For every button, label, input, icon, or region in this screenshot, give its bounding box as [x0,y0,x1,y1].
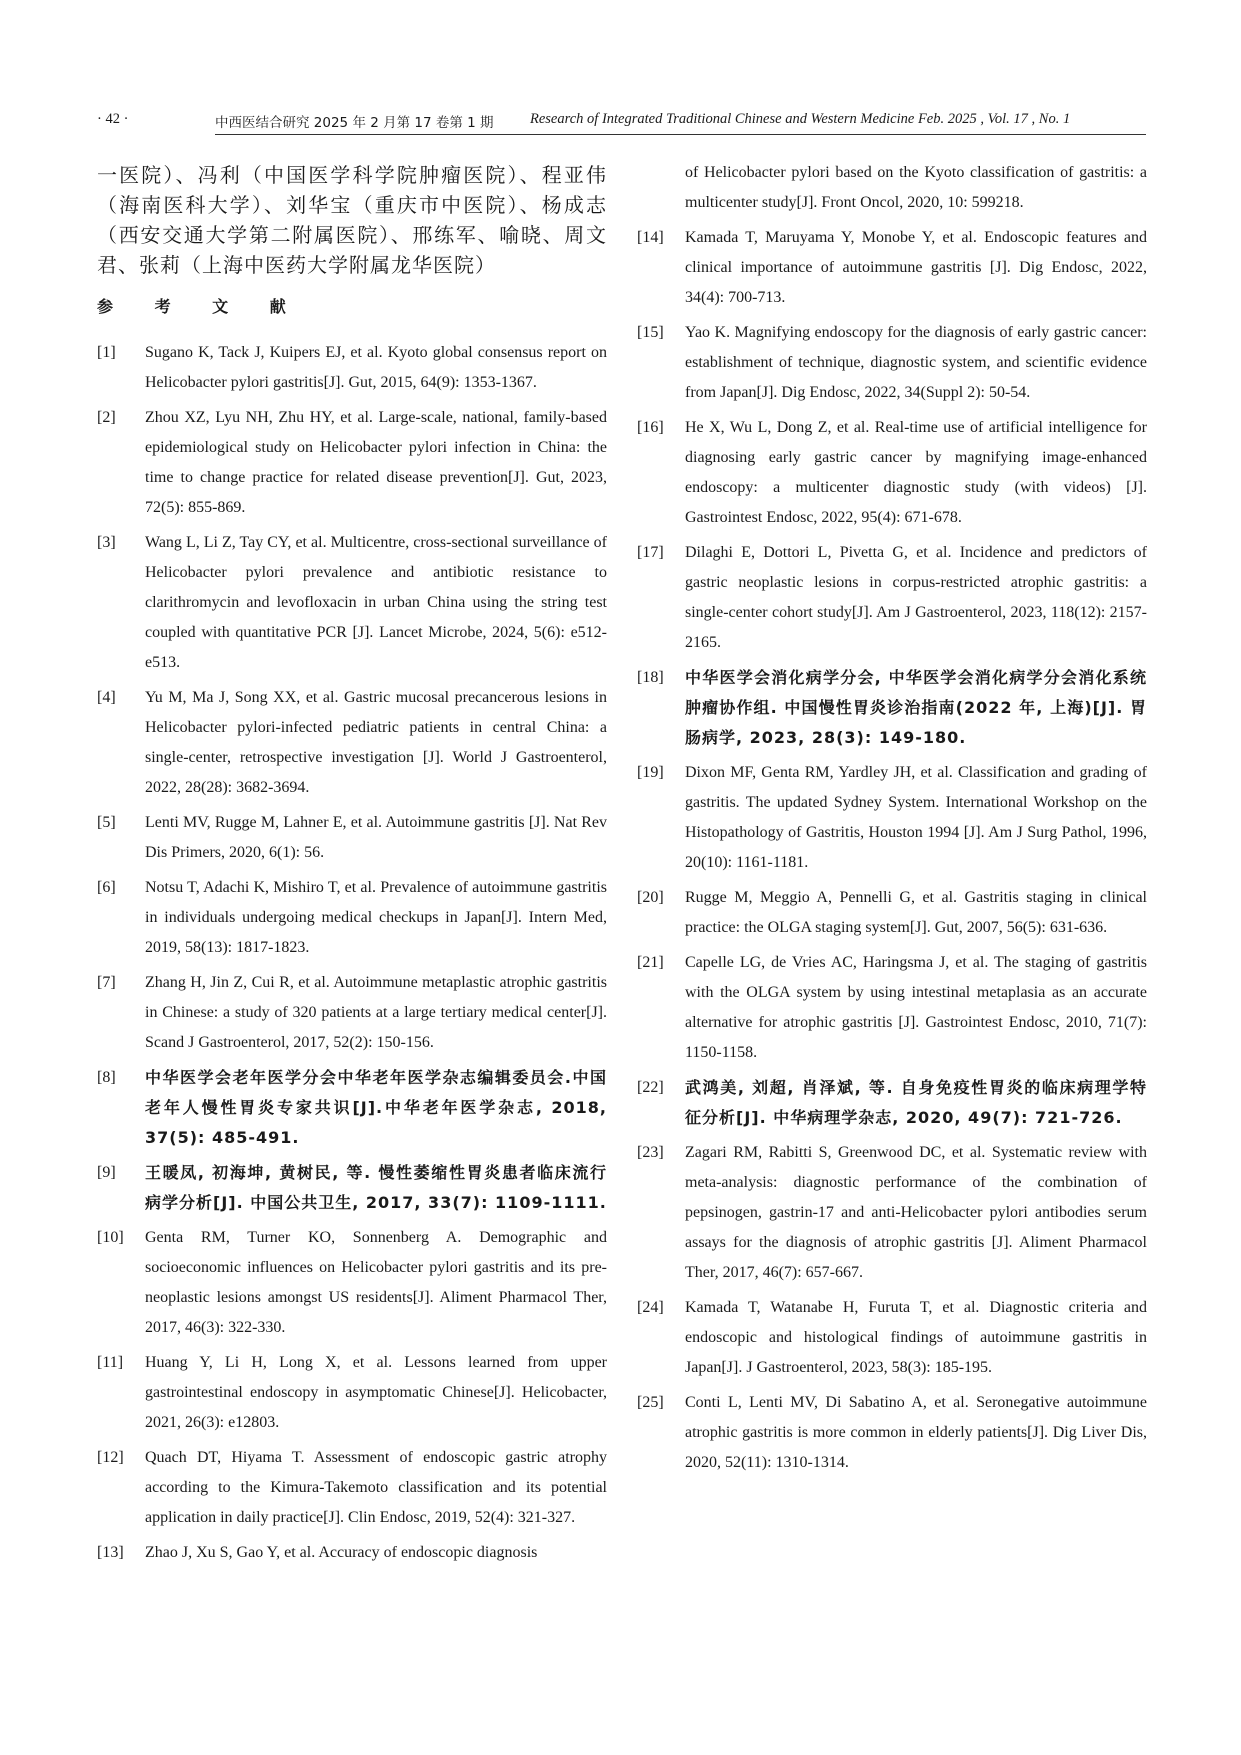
reference-list-left [97,338,607,1568]
reference-number: [11] [97,1354,124,1371]
reference-text: Zagari RM, Rabitti S, Greenwood DC, et al. Systematic review with meta-analysis: diagnostic performance of the combination of pepsinogen, gastrin-17 and anti-Helicobacter pylori antibodies serum assays for the diagnosis of atrophic gastritis [J]. Aliment Pharmacol Ther, 2017, 46(7): 657-667. [685,1144,1147,1281]
reference-entry [97,683,607,803]
reference-entry [637,663,1147,753]
reference-number: [24] [637,1299,664,1316]
reference-entry [637,948,1147,1068]
reference-text: Kamada T, Watanabe H, Furuta T, et al. Diagnostic criteria and endoscopic and histological findings of autoimmune gastritis in Japan[J]. J Gastroenterol, 2023, 58(3): 185-195. [685,1299,1147,1376]
reference-text: Zhao J, Xu S, Gao Y, et al. Accuracy of endoscopic diagnosis [145,1544,538,1561]
reference-number: [10] [97,1229,124,1246]
right-column [637,158,1147,1483]
reference-entry [637,1073,1147,1133]
reference-text: Lenti MV, Rugge M, Lahner E, et al. Autoimmune gastritis [J]. Nat Rev Dis Primers, 2020, 6(1): 56. [145,814,607,861]
author-affiliations: 一医院）、冯利（中国医学科学院肿瘤医院）、程亚伟（海南医科大学）、刘华宝（重庆市中医院）、杨成志（西安交通大学第二附属医院）、邢练军、喻晓、周文君、张莉（上海中医药大学附属龙华医院） [97,163,607,277]
reference-number: [18] [637,669,664,686]
reference-number: [17] [637,544,664,561]
page-number: · 42 · [97,111,129,127]
reference-entry [637,318,1147,408]
reference-entry [637,883,1147,943]
reference-number: [5] [97,814,116,831]
reference-text: Kamada T, Maruyama Y, Monobe Y, et al. Endoscopic features and clinical importance of autoimmune gastritis [J]. Dig Endosc, 2022, 34(4): 700-713. [685,229,1147,306]
reference-entry [637,538,1147,658]
reference-number: [14] [637,229,664,246]
reference-entry [637,1138,1147,1288]
reference-number: [2] [97,409,116,426]
reference-entry [637,758,1147,878]
reference-text: Wang L, Li Z, Tay CY, et al. Multicentre, cross-sectional surveillance of Helicobacter pylori prevalence and antibiotic resistance to clarithromycin and levofloxacin in urban China using the string test coupled with quantitative PCR [J]. Lancet Microbe, 2024, 5(6): e512-e513. [145,534,607,671]
reference-number: [19] [637,764,664,781]
reference-entry [637,1293,1147,1383]
reference-number: [7] [97,974,116,991]
reference-entry [637,1388,1147,1478]
reference-entry [97,1063,607,1153]
reference-number: [12] [97,1449,124,1466]
reference-number: [3] [97,534,116,551]
running-header [97,107,1147,133]
reference-entry [97,1538,607,1568]
reference-text: Zhang H, Jin Z, Cui R, et al. Autoimmune metaplastic atrophic gastritis in Chinese: a study of 320 patients at a large tertiary medical center[J]. Scand J Gastroenterol, 2017, 52(2): 150-156. [145,974,607,1051]
reference-number: [8] [97,1069,116,1086]
reference-text: 中华医学会消化病学分会, 中华医学会消化病学分会消化系统肿瘤协作组. 中国慢性胃炎诊治指南(2022 年, 上海)[J]. 胃肠病学, 2023, 28(3): 149-180. [685,668,1147,747]
reference-text: of Helicobacter pylori based on the Kyoto classification of gastritis: a multicenter study[J]. Front Oncol, 2020, 10: 599218. [685,164,1147,211]
reference-number: [13] [97,1544,124,1561]
reference-entry [637,158,1147,218]
reference-text: Genta RM, Turner KO, Sonnenberg A. Demographic and socioeconomic influences on Helicobacter pylori gastritis and its pre-neoplastic lesions amongst US residents[J]. Aliment Pharmacol Ther, 2017, 46(3): 322-330. [145,1229,607,1336]
reference-entry [97,1158,607,1218]
reference-text: 中华医学会老年医学分会中华老年医学杂志编辑委员会.中国老年人慢性胃炎专家共识[J].中华老年医学杂志, 2018, 37(5): 485-491. [145,1068,607,1147]
journal-title-cn: 中西医结合研究 2025 年 2 月第 17 卷第 1 期 [215,115,494,131]
reference-entry [97,808,607,868]
reference-text: Rugge M, Meggio A, Pennelli G, et al. Gastritis staging in clinical practice: the OLGA staging system[J]. Gut, 2007, 56(5): 631-636. [685,889,1147,936]
reference-text: Yao K. Magnifying endoscopy for the diagnosis of early gastric cancer: establishment of technique, diagnostic system, and scientific evidence from Japan[J]. Dig Endosc, 2022, 34(Suppl 2): 50-54. [685,324,1147,401]
reference-entry [97,968,607,1058]
reference-entry [97,338,607,398]
reference-entry [637,223,1147,313]
reference-entry [97,873,607,963]
reference-entry [97,403,607,523]
reference-text: Conti L, Lenti MV, Di Sabatino A, et al. Seronegative autoimmune atrophic gastritis is more common in elderly patients[J]. Dig Liver Dis, 2020, 52(11): 1310-1314. [685,1394,1147,1471]
reference-text: 武鸿美, 刘超, 肖泽斌, 等. 自身免疫性胃炎的临床病理学特征分析[J]. 中华病理学杂志, 2020, 49(7): 721-726. [685,1078,1147,1127]
reference-number: [9] [97,1164,116,1181]
reference-number: [20] [637,889,664,906]
reference-number: [25] [637,1394,664,1411]
reference-text: Dixon MF, Genta RM, Yardley JH, et al. Classification and grading of gastritis. The updated Sydney System. International Workshop on the Histopathology of Gastritis, Houston 1994 [J]. Am J Surg Pathol, 1996, 20(10): 1161-1181. [685,764,1147,871]
journal-title-en: Research of Integrated Traditional Chinese and Western Medicine Feb. 2025 , Vol. 17 , No. 1 [530,111,1071,127]
reference-entry [637,413,1147,533]
reference-entry [97,1223,607,1343]
reference-number: [4] [97,689,116,706]
reference-entry [97,1348,607,1438]
references-heading: 参 考 文 献 [97,297,304,316]
reference-text: Notsu T, Adachi K, Mishiro T, et al. Prevalence of autoimmune gastritis in individuals undergoing medical checkups in Japan[J]. Intern Med, 2019, 58(13): 1817-1823. [145,879,607,956]
reference-number: [23] [637,1144,664,1161]
reference-text: Capelle LG, de Vries AC, Haringsma J, et al. The staging of gastritis with the OLGA system by using intestinal metaplasia as an accurate alternative for atrophic gastritis [J]. Gastrointest Endosc, 2010, 71(7): 1150-1158. [685,954,1147,1061]
reference-entry [97,1443,607,1533]
reference-number: [1] [97,344,116,361]
reference-number: [6] [97,879,116,896]
reference-text: He X, Wu L, Dong Z, et al. Real-time use of artificial intelligence for diagnosing early gastric cancer by magnifying image-enhanced endoscopy: a multicenter diagnostic study (with videos) [J]. Gastrointest Endosc, 2022, 95(4): 671-678. [685,419,1147,526]
reference-text: Zhou XZ, Lyu NH, Zhu HY, et al. Large-scale, national, family-based epidemiological study on Helicobacter pylori infection in China: the time to change practice for related disease prevention[J]. Gut, 2023, 72(5): 855-869. [145,409,607,516]
left-column [97,158,607,1573]
reference-text: 王暖凤, 初海坤, 黄树民, 等. 慢性萎缩性胃炎患者临床流行病学分析[J]. 中国公共卫生, 2017, 33(7): 1109-1111. [145,1163,607,1212]
reference-text: Huang Y, Li H, Long X, et al. Lessons learned from upper gastrointestinal endoscopy in asymptomatic Chinese[J]. Helicobacter, 2021, 26(3): e12803. [145,1354,607,1431]
reference-number: [16] [637,419,664,436]
reference-text: Dilaghi E, Dottori L, Pivetta G, et al. Incidence and predictors of gastric neoplastic lesions in corpus-restricted atrophic gastritis: a single-center cohort study[J]. Am J Gastroenterol, 2023, 118(12): 2157-2165. [685,544,1147,651]
reference-text: Yu M, Ma J, Song XX, et al. Gastric mucosal precancerous lesions in Helicobacter pylori-infected pediatric patients in central China: a single-center, retrospective investigation [J]. World J Gastroenterol, 2022, 28(28): 3682-3694. [145,689,607,796]
reference-number: [22] [637,1079,664,1096]
reference-number: [21] [637,954,664,971]
reference-entry [97,528,607,678]
reference-list-right [637,158,1147,1478]
reference-text: Sugano K, Tack J, Kuipers EJ, et al. Kyoto global consensus report on Helicobacter pylori gastritis[J]. Gut, 2015, 64(9): 1353-1367. [145,344,607,391]
reference-text: Quach DT, Hiyama T. Assessment of endoscopic gastric atrophy according to the Kimura-Takemoto classification and its potential application in daily practice[J]. Clin Endosc, 2019, 52(4): 321-327. [145,1449,607,1526]
header-rule [215,134,1146,135]
reference-number: [15] [637,324,664,341]
